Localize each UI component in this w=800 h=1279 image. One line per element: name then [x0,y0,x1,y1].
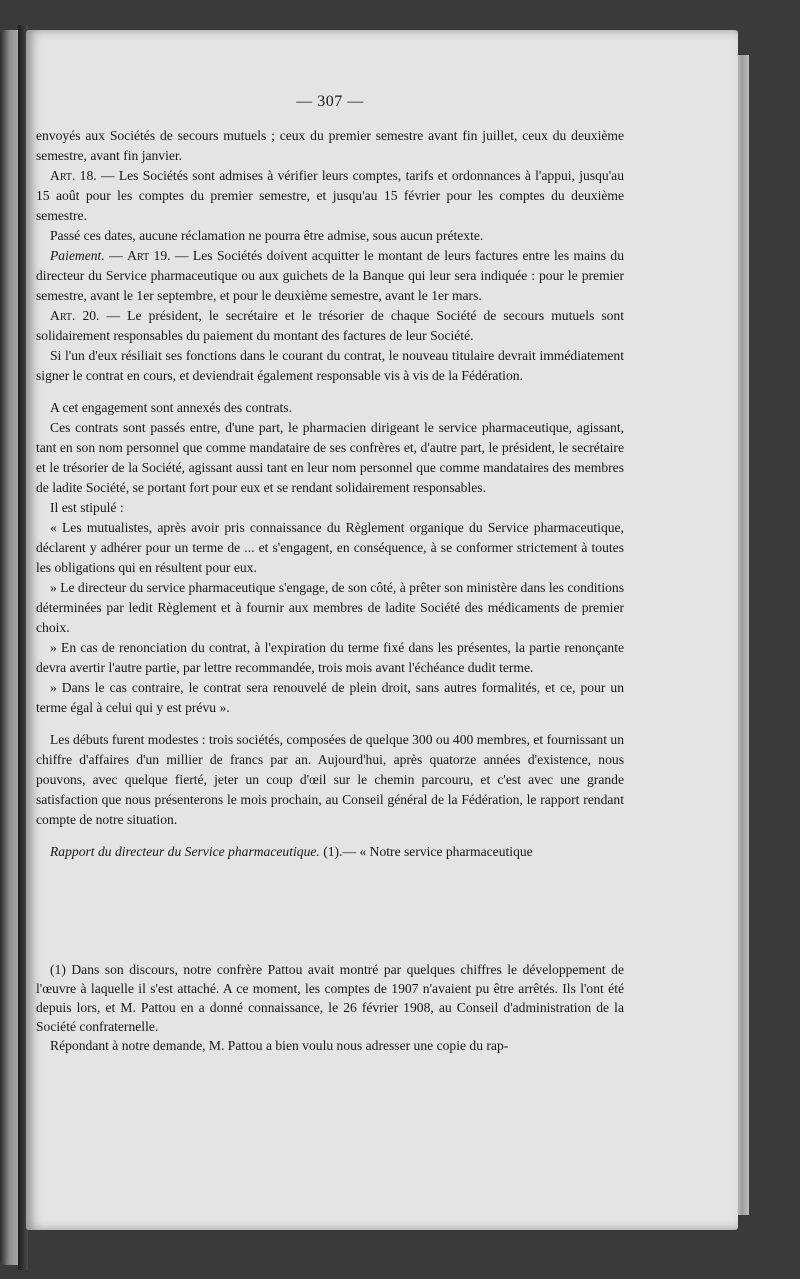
paragraph: envoyés aux Sociétés de secours mutuels ; ceux du premier semestre avant fin juillet, ceux du deuxième semestre, avant fin janvier. [36,128,624,163]
paragraph: A cet engagement sont annexés des contrats. [50,400,292,415]
footnotes [36,960,624,1055]
paragraph: Passé ces dates, aucune réclamation ne pourra être admise, sous aucun prétexte. [50,228,484,243]
section-lead: Rapport du directeur du Service pharmaceutique. [50,844,320,859]
footnote: (1) Dans son discours, notre confrère Pattou avait montré par quelques chiffres le développement de l'œuvre à laquelle il s'est attaché. A ce moment, les comptes de 1907 n'avaient pu être arrêtés. Ils l'ont été depuis lors, et M. Pattou en a donné connaissance, le 26 février 1908, au Conseil d'administration de la Société confraternelle. [36,962,624,1034]
section-lead: Paiement. [50,248,105,263]
quoted-clause: » Dans le cas contraire, le contrat sera renouvelé de plein droit, sans autres formalités, et ce, pour un terme égal à celui qui y est prévu ». [36,680,624,715]
paragraph: Les débuts furent modestes : trois sociétés, composées de quelque 300 ou 400 membres, et fournissant un chiffre d'affaires d'un millier de francs par an. Aujourd'hui, après quatorze années d'existence, nous pouvons, avec quelque fierté, jeter un coup d'œil sur le chemin parcouru, et c'est avec une grande satisfaction que nous présenterons le mois prochain, au Conseil général de la Fédération, le rapport rendant compte de notre situation. [36,732,624,827]
footnote: Répondant à notre demande, M. Pattou a bien voulu nous adresser une copie du rap- [50,1038,509,1053]
article-label: Art. 18. [50,168,97,183]
paragraph: Il est stipulé : [50,500,124,515]
article-label: Art. 20. [50,308,100,323]
paragraph: Ces contrats sont passés entre, d'une part, le pharmacien dirigeant le service pharmaceutique, agissant, tant en son nom personnel que comme mandataire de ses confrères et, d'autre part, le président, le secrétaire et le trésorier de la Société, agissant aussi tant en leur nom personnel que comme mandataires des membres de ladite Société, se portant fort pour eux et se rendant solidairement responsables. [36,420,624,495]
paragraph-art-19: Paiement. — Art 19. — Les Sociétés doivent acquitter le montant de leurs factures entre les mains du directeur du Service pharmaceutique ou aux guichets de la Banque qui leur sera indiquée : pour le premier semestre, avant le 1er septembre, et pour le deuxième semestre, avant le 1er mars. [36,248,624,303]
quoted-clause: » Le directeur du service pharmaceutique s'engage, de son côté, à prêter son ministère dans les conditions déterminées par ledit Règlement et à fournir aux membres de ladite Société des médicaments de premier choix. [36,580,624,635]
quoted-clause: » En cas de renonciation du contrat, à l'expiration du terme fixé dans les présentes, la partie renonçante devra avertir l'autre partie, par lettre recommandée, trois mois avant l'échéance dudit terme. [36,640,624,675]
article-label: Art 19. [127,248,171,263]
quoted-clause: « Les mutualistes, après avoir pris connaissance du Règlement organique du Service pharmaceutique, déclarent y adhérer pour un terme de ... et s'engagent, en conséquence, à se conformer strictement à toutes les obligations qui en résultent pour eux. [36,520,624,575]
page-body [36,92,624,862]
paragraph-art-20: Art. 20. — Le président, le secrétaire et le trésorier de chaque Société de secours mutuels sont solidairement responsables du paiement du montant des factures de leur Société. [36,308,624,343]
paragraph-rapport: Rapport du directeur du Service pharmaceutique. (1).— « Notre service pharmaceutique [50,844,533,859]
paragraph-art-18: Art. 18. — Les Sociétés sont admises à vérifier leurs comptes, tarifs et ordonnances à l'appui, jusqu'au 15 août pour les comptes du premier semestre, et jusqu'au 15 février pour les comptes du deuxième semestre. [36,168,624,223]
page-number: — 307 — [296,93,364,110]
paragraph: Si l'un d'eux résiliait ses fonctions dans le courant du contrat, le nouveau titulaire devrait immédiatement signer le contrat en cours, et deviendrait également responsable vis à vis de la Fédération. [36,348,624,383]
